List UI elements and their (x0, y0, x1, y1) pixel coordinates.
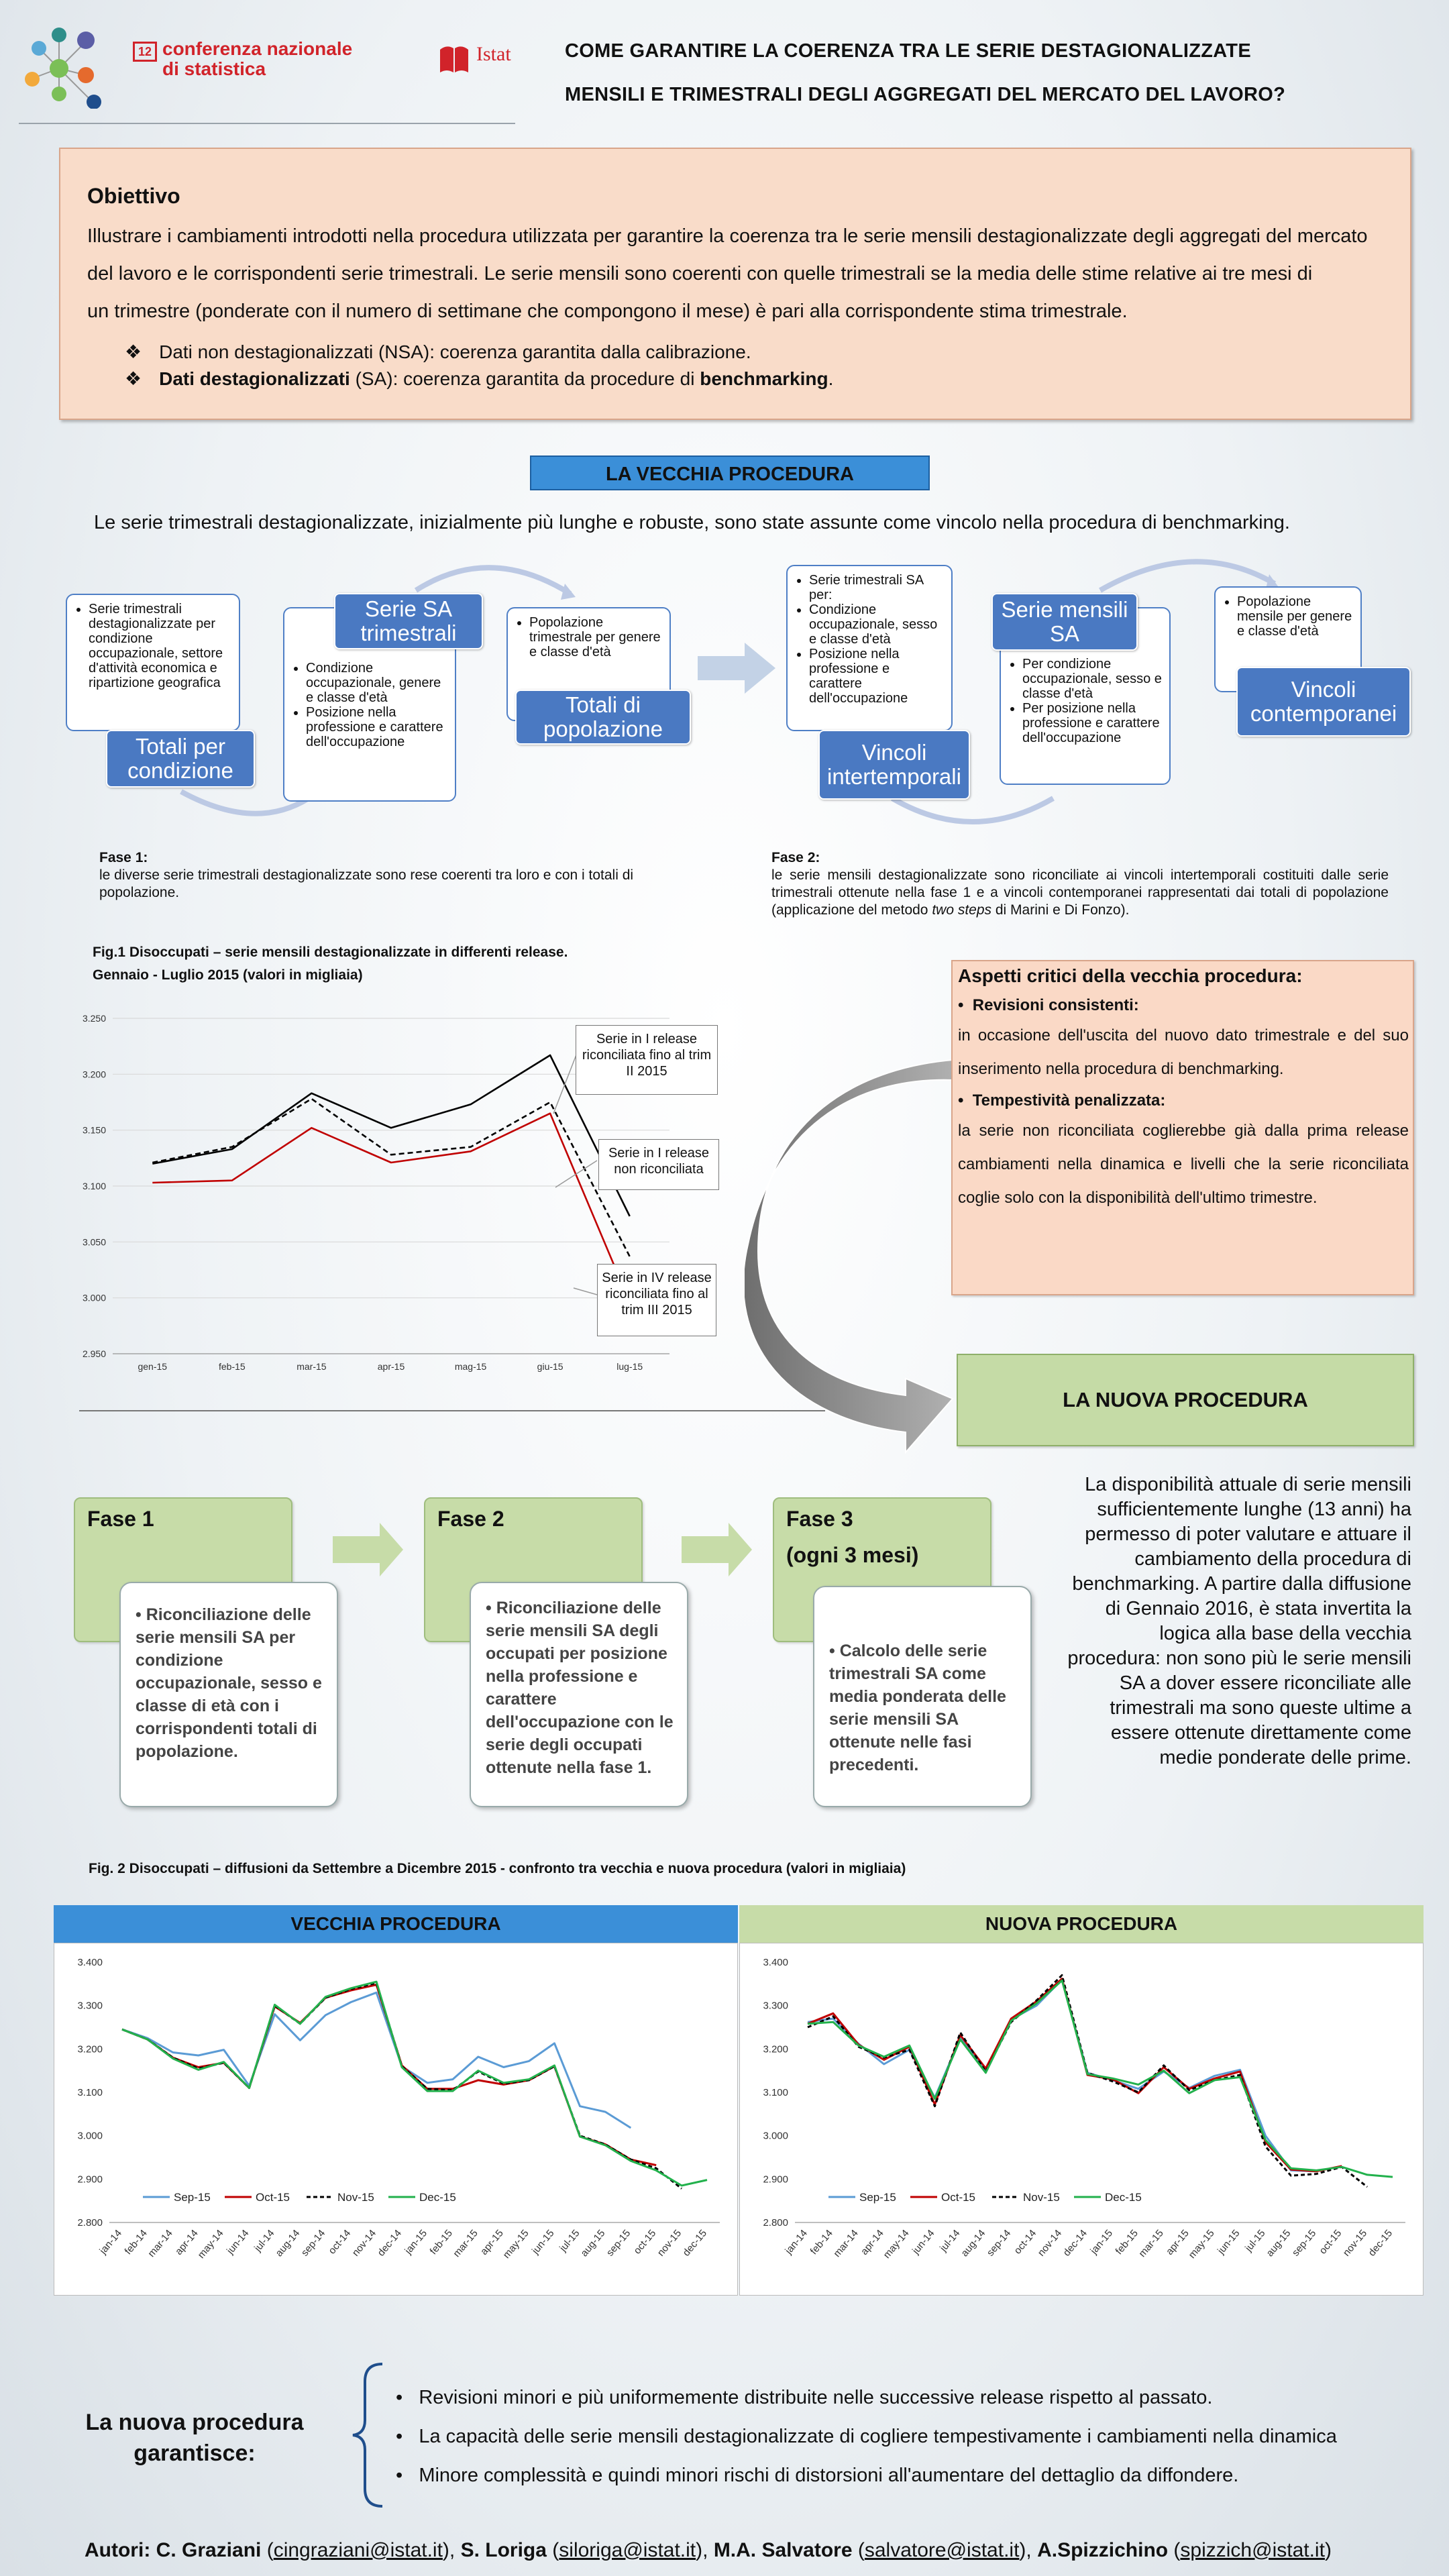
x-tick-label: oct-15 (631, 2227, 659, 2257)
x-tick-label: nov-15 (655, 2227, 684, 2259)
x-tick-label: oct-15 (1317, 2227, 1344, 2257)
y-tick-label: 3.250 (82, 1013, 106, 1024)
y-tick-label: 3.200 (82, 1069, 106, 1080)
x-tick-label: sep-14 (984, 2227, 1014, 2259)
guarantee-item-1-text: Revisioni minori e più uniformemente distribuite nelle successive release rispetto al passato. (419, 2387, 1213, 2408)
x-tick-label: jun-15 (1215, 2227, 1242, 2257)
fig1-title-line2: Gennaio - Luglio 2015 (valori in migliaia) (93, 967, 363, 983)
fig2-left-header: VECCHIA PROCEDURA (54, 1905, 738, 1943)
guarantee-item-1: • Revisioni minori e più uniformemente distribuite nelle successive release rispetto al passato. (396, 2387, 1213, 2408)
x-tick-label: jun-14 (910, 2227, 937, 2257)
critical-text2: la serie non riconciliata coglierebbe già dalla prima release cambiamenti nella dinamica e livelli che la serie riconciliata coglie solo con la disponibilità dell'ultimo trimestre. (958, 1122, 1409, 1207)
series-line (152, 1099, 629, 1256)
old-fase2 (771, 849, 1389, 919)
old-fase1-text: le diverse serie trimestrali destagionalizzate sono rese coerenti tra loro e con i totali di popolazione. (99, 867, 634, 900)
label-vincoli-intertemporali: Vincoli intertemporali (818, 730, 970, 800)
x-tick-label: mar-14 (831, 2227, 861, 2259)
legend-label: Nov-15 (337, 2191, 374, 2204)
old-fase2-title: Fase 2: (771, 850, 820, 865)
conference-name-line2: di statistica (162, 58, 266, 79)
objective-line2: del lavoro e le corrispondenti serie trimestrali. Le serie mensili sono coerenti con quelle trimestrali se la media delle stime relative ai tre mesi di (87, 263, 1313, 284)
legend-label: Oct-15 (941, 2191, 976, 2204)
y-tick-label: 2.800 (77, 2217, 103, 2229)
diagram-box1-list (76, 602, 232, 690)
diagram-box4-item-2: • Condizione occupazionale, sesso e classe d'età (809, 602, 945, 647)
old-fase1-title: Fase 1: (99, 850, 148, 865)
big-arrow-right (698, 643, 775, 694)
x-tick-label: jul-15 (1242, 2227, 1268, 2254)
critical-sub1: • Revisioni consistenti: (958, 996, 1139, 1014)
diagram-box2-item-2: • Posizione nella professione e carattere dell'occupazione (306, 705, 448, 749)
author-4-email[interactable]: spizzich@istat.it (1180, 2539, 1325, 2561)
arc-arrowhead-1 (561, 584, 576, 600)
x-tick-label: giu-15 (537, 1361, 564, 1372)
phase3-subtitle: (ogni 3 mesi) (786, 1543, 919, 1567)
x-tick-label: lug-15 (616, 1361, 643, 1372)
authors-line: Autori: C. Graziani (cingraziani@istat.it), S. Loriga (siloriga@istat.it), M.A. Salvatore (salvatore@istat.it), A.Spizzichino (spizzich@istat.it) (85, 2539, 1332, 2561)
objective-line3: un trimestre (ponderate con il numero di settimane che compongono il mese) è pari alla corrispondente stima trimestrale. (87, 301, 1128, 322)
fig2-right-header: NUOVA PROCEDURA (739, 1905, 1424, 1943)
phase-arrow-1 (333, 1523, 407, 1576)
y-tick-label: 3.050 (82, 1236, 106, 1248)
x-tick-label: dec-15 (1366, 2227, 1395, 2259)
legend-label: Oct-15 (256, 2191, 290, 2204)
diagram-box4-list (797, 573, 945, 706)
y-tick-label: 2.900 (77, 2174, 103, 2186)
x-tick-label: mar-15 (1136, 2227, 1166, 2259)
fig1-bottom-rule (79, 1410, 825, 1411)
x-tick-label: oct-14 (326, 2227, 354, 2257)
diagram-box-totali-condizione (66, 594, 240, 731)
y-tick-label: 3.000 (763, 2130, 788, 2142)
x-tick-label: mar-14 (146, 2227, 175, 2259)
author-3: M.A. Salvatore (713, 2539, 853, 2561)
x-tick-label: nov-14 (1035, 2227, 1065, 2259)
author-4: A.Spizzichino (1037, 2539, 1169, 2561)
arc-right-bottom (892, 798, 1053, 822)
fig2-title: Fig. 2 Disoccupati – diffusioni da Settembre a Dicembre 2015 - confronto tra vecchia e nuova procedura (valori in migliaia) (89, 1861, 906, 1876)
author-2-email[interactable]: siloriga@istat.it (559, 2539, 696, 2561)
diagram-box4-item-1: • Serie trimestrali SA per: (809, 573, 945, 602)
x-tick-label: jul-14 (252, 2227, 277, 2254)
y-tick-label: 2.800 (763, 2217, 788, 2229)
author-1-email[interactable]: cingraziani@istat.it (273, 2539, 443, 2561)
diagram-box-serie-trimestrali-sa (786, 565, 953, 731)
bullet-sa-bold: Dati destagionalizzati (159, 368, 350, 389)
arc-left-top (416, 568, 570, 594)
label-totali-di-popolazione: Totali di popolazione (515, 690, 691, 745)
bullet-nsa-text: Dati non destagionalizzati (NSA): coerenza garantita dalla calibrazione. (159, 341, 751, 362)
phase3-title: Fase 3 (786, 1507, 853, 1531)
conference-emblem: 12 (133, 42, 157, 62)
legend-label: Sep-15 (859, 2191, 896, 2204)
label-totali-per-condizione: Totali per condizione (106, 730, 255, 788)
phase-arrow-2 (682, 1523, 755, 1576)
diagram-box3-list (517, 615, 663, 659)
x-tick-label: may-15 (500, 2227, 531, 2261)
old-fase2-text-b: di Marini e Di Fonzo). (991, 902, 1130, 918)
x-tick-label: gen-15 (138, 1361, 168, 1372)
x-tick-label: jan-15 (402, 2227, 430, 2257)
x-tick-label: dec-15 (680, 2227, 710, 2259)
critical-sub2: • Tempestività penalizzata: (958, 1091, 1166, 1110)
x-tick-label: apr-15 (1163, 2227, 1191, 2257)
diagram-box6-item: • Popolazione mensile per genere e classe d'età (1237, 594, 1354, 639)
conference-name (162, 39, 352, 79)
istat-logo-icon (437, 43, 471, 76)
old-procedure-intro: Le serie trimestrali destagionalizzate, inizialmente più lunghe e robuste, sono state assunte come vincolo nella procedura di benchmarking. (94, 512, 1290, 533)
big-curved-arrow (745, 1057, 966, 1459)
author-1: C. Graziani (156, 2539, 262, 2561)
guarantee-item-3-text: Minore complessità e quindi minori rischi di distorsioni all'aumentare del dettaglio da diffondere. (419, 2465, 1239, 2486)
old-fase2-text-italic: two steps (932, 902, 992, 918)
bullet-sa-bold2: benchmarking (700, 368, 828, 389)
legend-label: Nov-15 (1023, 2191, 1060, 2204)
curly-brace-icon (349, 2361, 389, 2509)
x-tick-label: apr-15 (478, 2227, 506, 2257)
fig1-callout-release1-not-reconciled: Serie in I release non riconciliata (598, 1139, 719, 1190)
conference-logo-icon (19, 15, 140, 109)
x-tick-label: aug-15 (1264, 2227, 1293, 2259)
diagram-box5-list (1010, 657, 1163, 745)
x-tick-label: feb-14 (808, 2227, 835, 2257)
new-procedure-header: LA NUOVA PROCEDURA (957, 1354, 1414, 1446)
y-tick-label: 3.100 (82, 1181, 106, 1191)
x-tick-label: feb-15 (1113, 2227, 1140, 2257)
series-line (122, 1985, 656, 2165)
x-tick-label: sep-14 (299, 2227, 328, 2259)
series-line (808, 1975, 1367, 2187)
x-tick-label: apr-14 (858, 2227, 886, 2257)
x-tick-label: feb-15 (427, 2227, 455, 2257)
x-tick-label: apr-14 (172, 2227, 201, 2257)
callout-connector (574, 1288, 597, 1295)
series-line (122, 1983, 682, 2189)
x-tick-label: sep-15 (1289, 2227, 1319, 2259)
objective-line1: Illustrare i cambiamenti introdotti nella procedura utilizzata per garantire la coerenza tra le serie mensili destagionalizzate degli aggregati del mercato (87, 225, 1368, 247)
author-2: S. Loriga (460, 2539, 547, 2561)
diagram-box6-list (1225, 594, 1354, 639)
fig1-callout-release1-reconciled: Serie in I release riconciliata fino al trim II 2015 (576, 1025, 718, 1095)
y-tick-label: 3.200 (763, 2043, 788, 2055)
phase2-body: • Riconciliazione delle serie mensili SA degli occupati per posizione nella professione e carattere dell'occupazione con le serie degli occupati ottenute nella fase 1. (470, 1582, 688, 1807)
poster-title-line1: COME GARANTIRE LA COERENZA TRA LE SERIE DESTAGIONALIZZATE (565, 40, 1251, 62)
series-line (122, 1982, 707, 2186)
x-tick-label: dec-14 (1061, 2227, 1090, 2259)
x-tick-label: jul-14 (937, 2227, 963, 2254)
x-tick-label: jun-14 (224, 2227, 252, 2257)
phase3-body: • Calcolo delle serie trimestrali SA come media ponderata delle serie mensili SA ottenute nelle fasi precedenti. (813, 1586, 1032, 1807)
series-line (152, 1055, 629, 1216)
y-tick-label: 3.150 (82, 1124, 106, 1136)
y-tick-label: 3.100 (763, 2087, 788, 2098)
old-fase1 (99, 849, 671, 902)
legend-label: Sep-15 (174, 2191, 211, 2204)
legend-label: Dec-15 (419, 2191, 456, 2204)
x-tick-label: feb-15 (219, 1361, 246, 1372)
conference-name-line1: conferenza nazionale (162, 38, 353, 59)
x-tick-label: aug-15 (578, 2227, 608, 2259)
y-tick-label: 3.000 (82, 1292, 106, 1303)
guarantee-item-3: • Minore complessità e quindi minori rischi di distorsioni all'aumentare del dettaglio da diffondere. (396, 2465, 1239, 2486)
fig2-right-panel (739, 1943, 1424, 2296)
critical-sub2-text: Tempestività penalizzata: (972, 1091, 1166, 1110)
x-tick-label: jan-15 (1088, 2227, 1116, 2257)
guarantee-item-2-text: La capacità delle serie mensili destagionalizzate di cogliere tempestivamente i cambiamenti nella dinamica (419, 2426, 1337, 2447)
poster-title-line2: MENSILI E TRIMESTRALI DEGLI AGGREGATI DEL MERCATO DEL LAVORO? (565, 84, 1286, 105)
critical-text1: in occasione dell'uscita del nuovo dato trimestrale e del suo inserimento nella procedura di benchmarking. (958, 1026, 1409, 1078)
x-tick-label: may-15 (1186, 2227, 1217, 2261)
fig1-callout-release4: Serie in IV release riconciliata fino al trim III 2015 (597, 1264, 716, 1336)
diagram-box5-item-2: • Per posizione nella professione e carattere dell'occupazione (1022, 701, 1163, 745)
series-line (152, 1114, 629, 1303)
label-vincoli-contemporanei: Vincoli contemporanei (1236, 667, 1411, 737)
diagram-box2-item-1: • Condizione occupazionale, genere e classe d'età (306, 661, 448, 705)
old-procedure-header: LA VECCHIA PROCEDURA (530, 455, 930, 490)
y-tick-label: 3.200 (77, 2043, 103, 2055)
label-serie-sa-trimestrali: Serie SA trimestrali (334, 593, 483, 649)
x-tick-label: nov-14 (350, 2227, 379, 2259)
guarantees-title: La nuova procedura garantisce: (85, 2410, 304, 2466)
x-tick-label: oct-14 (1012, 2227, 1039, 2257)
legend-label: Dec-15 (1105, 2191, 1142, 2204)
diamond-bullet-icon: ❖ (125, 341, 142, 362)
x-tick-label: aug-14 (273, 2227, 303, 2259)
x-tick-label: may-14 (881, 2227, 912, 2261)
author-3-email[interactable]: salvatore@istat.it (864, 2539, 1020, 2561)
old-fase2-text-a: le serie mensili destagionalizzate sono riconciliate ai vincoli intertemporali costituiti dalle serie trimestrali ottenute nella fase 1 e a vincoli contemporanei rappresentati dai totali di popolazione (applicazione del metodo (771, 867, 1389, 918)
x-tick-label: jun-15 (529, 2227, 557, 2257)
x-tick-label: apr-15 (377, 1361, 405, 1372)
objective-bullet-sa (125, 368, 833, 390)
fig2-left-panel (54, 1943, 738, 2296)
y-tick-label: 3.100 (77, 2087, 103, 2098)
x-tick-label: mag-15 (454, 1361, 487, 1372)
x-tick-label: jul-15 (557, 2227, 582, 2254)
x-tick-label: mar-15 (297, 1361, 327, 1372)
callout-connector (555, 1161, 597, 1187)
objective-text (87, 217, 1402, 330)
diamond-bullet-icon: ❖ (125, 368, 142, 389)
y-tick-label: 3.000 (77, 2130, 103, 2142)
guarantee-item-2: • La capacità delle serie mensili destagionalizzate di cogliere tempestivamente i cambiamenti nella dinamica (396, 2426, 1337, 2447)
bullet-sa-mid: (SA): coerenza garantita da procedure di (350, 368, 700, 389)
diagram-box3-item: • Popolazione trimestrale per genere e classe d'età (529, 615, 663, 659)
guarantees-list (396, 2378, 1402, 2495)
istat-logo-text: Istat (476, 43, 511, 65)
objective-title: Obiettivo (87, 184, 180, 208)
x-tick-label: feb-14 (122, 2227, 150, 2257)
y-tick-label: 3.400 (77, 1957, 103, 1968)
y-tick-label: 3.300 (763, 2000, 788, 2012)
objective-box (59, 148, 1411, 420)
x-tick-label: sep-15 (604, 2227, 633, 2259)
phase2-title: Fase 2 (437, 1507, 504, 1531)
diagram-box4-item-3: • Posizione nella professione e carattere dell'occupazione (809, 647, 945, 706)
series-line (122, 1992, 631, 2128)
critical-sub1-text: Revisioni consistenti: (972, 996, 1139, 1014)
phase1-title: Fase 1 (87, 1507, 154, 1531)
y-tick-label: 2.950 (82, 1348, 106, 1359)
y-tick-label: 3.300 (77, 2000, 103, 2012)
x-tick-label: mar-15 (451, 2227, 480, 2259)
x-tick-label: jan-14 (783, 2227, 810, 2257)
fig2-new-chart (740, 1943, 1423, 2295)
critical-title: Aspetti critici della vecchia procedura: (958, 965, 1303, 986)
phase1-body: • Riconciliazione delle serie mensili SA per condizione occupazionale, sesso e classe di età con i corrispondenti totali di popolazione. (119, 1582, 338, 1807)
x-tick-label: dec-14 (375, 2227, 405, 2259)
y-tick-label: 2.900 (763, 2174, 788, 2186)
x-tick-label: aug-14 (959, 2227, 988, 2259)
fig1-title-line1: Fig.1 Disoccupati – serie mensili destagionalizzate in differenti release. (93, 945, 568, 960)
diagram-box5-item-1: • Per condizione occupazionale, sesso e classe d'età (1022, 657, 1163, 701)
conference-logo (19, 15, 140, 109)
new-procedure-explanation: La disponibilità attuale di serie mensili sufficientemente lunghe (13 anni) ha permesso di poter valutare e attuare il cambiamento della procedura di benchmarking. A partire dalla diffusione di Gennaio 2016, è stata invertita la logica alla base della vecchia procedura: non sono più le serie mensili SA a dover essere riconciliate alle trimestrali ma sono queste ultime a essere ottenute direttamente come medie ponderate delle prime. (1067, 1474, 1411, 1768)
x-tick-label: jan-14 (97, 2227, 125, 2257)
y-tick-label: 3.400 (763, 1957, 788, 1968)
x-tick-label: may-14 (195, 2227, 226, 2261)
series-line (808, 1979, 1342, 2171)
label-serie-mensili-sa: Serie mensili SA (991, 593, 1138, 651)
diagram-box1-item: • Serie trimestrali destagionalizzate per condizione occupazionale, settore d'attività economica e ripartizione geografica (89, 602, 232, 690)
x-tick-label: nov-15 (1340, 2227, 1370, 2259)
callout-connector (553, 1053, 577, 1114)
authors-label: Autori: (85, 2539, 151, 2561)
curved-arrow-shape (745, 1060, 953, 1452)
fig2-old-chart (54, 1943, 737, 2295)
series-line (808, 1980, 1393, 2177)
header-rule (19, 123, 515, 124)
istat-logo (437, 39, 518, 86)
fig1-title (93, 945, 568, 983)
critical-aspects-box (951, 960, 1414, 1295)
objective-bullet-nsa (125, 341, 751, 363)
diagram-box2-list (294, 661, 448, 749)
bullet-sa-end: . (828, 368, 834, 389)
